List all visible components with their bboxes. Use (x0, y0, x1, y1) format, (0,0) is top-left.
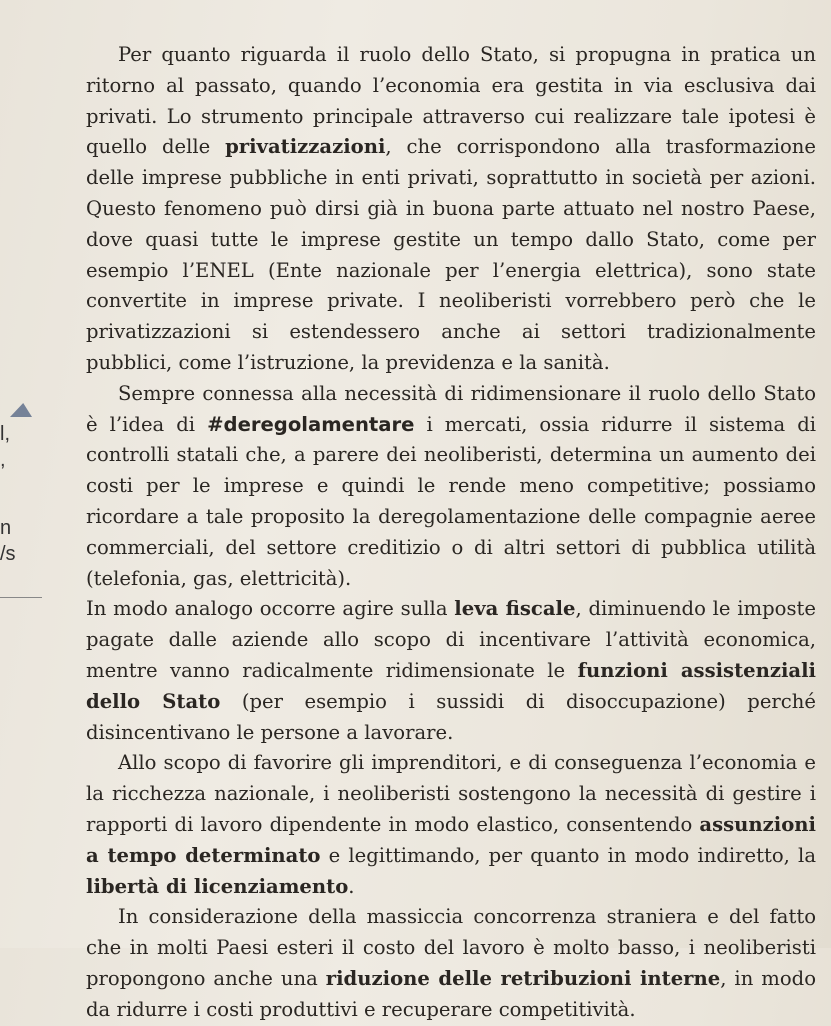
margin-fragment: /s (0, 543, 16, 565)
keyword: privatizzazioni (225, 135, 386, 159)
margin-marker-icon (10, 403, 32, 417)
margin-divider (0, 597, 42, 598)
hashtag-keyword: #deregolamentare (207, 412, 415, 436)
margin-fragment: , (0, 449, 6, 471)
paragraph-leva-fiscale: In modo analogo occorre agire sulla leva fiscale, diminuendo le imposte pagate dalle aziende allo scopo di incentivare l’attività economica, mentre vanno radicalmente ridimensionate le funzioni assistenziali dello Stato (per esempio i sussidi di disoccupazione) perché disincentivano le persone a lavorare. (86, 597, 817, 744)
paragraph-retribuzioni: In considerazione della massiccia concorrenza straniera e del fatto che in molti Paesi esteri il costo del lavoro è molto basso, i neoliberisti propongono anche una riduzione delle retribuzioni interne, in modo da ridurre i costi produttivi e recuperare competitività. (86, 905, 817, 1021)
keyword: libertà di licenziamento (86, 874, 349, 898)
paragraph-privatizzazioni: Per quanto riguarda il ruolo dello Stato, si propugna in pratica un ritorno al passato, quando l’economia era gestita in via esclusiva dai privati. Lo strumento principale attraverso cui realizzare tale ipotesi è quello delle privatizzazioni, che corrispondono alla trasformazione delle imprese pubbliche in enti privati, soprattutto in società per azioni. Questo fenomeno può dirsi già in buona parte attuato nel nostro Paese, dove quasi tutte le imprese gestite un tempo dallo Stato, come per esempio l’ENEL (Ente nazionale per l’energia elettrica), sono state convertite in imprese private. I neoliberisti vorrebbero però che le privatizzazioni si estendessero anche ai settori tradizionalmente pubblici, come l’istruzione, la previdenza e la sanità. (86, 43, 816, 374)
keyword: leva fiscale (454, 597, 576, 621)
margin-fragment: n (0, 517, 12, 539)
margin-fragment: l, (0, 423, 10, 445)
keyword: funzioni assistenziali dello Stato (86, 658, 816, 713)
body-text (86, 40, 816, 1026)
keyword: riduzione delle retribuzioni interne (325, 966, 721, 990)
paragraph-lavoro: Allo scopo di favorire gli imprenditori, e di conseguenza l’economia e la ricchezza nazionale, i neoliberisti sostengono la necessità di gestire i rapporti di lavoro dipendente in modo elastico, consentendo assunzioni a tempo determinato e legittimando, per quanto in modo indiretto, la libertà di licenziamento. (86, 751, 816, 898)
paragraph-deregolamentazione: Sempre connessa alla necessità di ridimensionare il ruolo dello Stato è l’idea di #deregolamentare i mercati, ossia ridurre il sistema di controlli statali che, a parere dei neoliberisti, determina un aumento dei costi per le imprese e quindi le rende meno competitive; possiamo ricordare a tale proposito la deregolamentazione delle compagnie aeree commerciali, del settore creditizio o di altri settori di pubblica utilità (telefonia, gas, elettricità). (86, 381, 817, 590)
keyword: assunzioni a tempo determinato (86, 812, 816, 867)
